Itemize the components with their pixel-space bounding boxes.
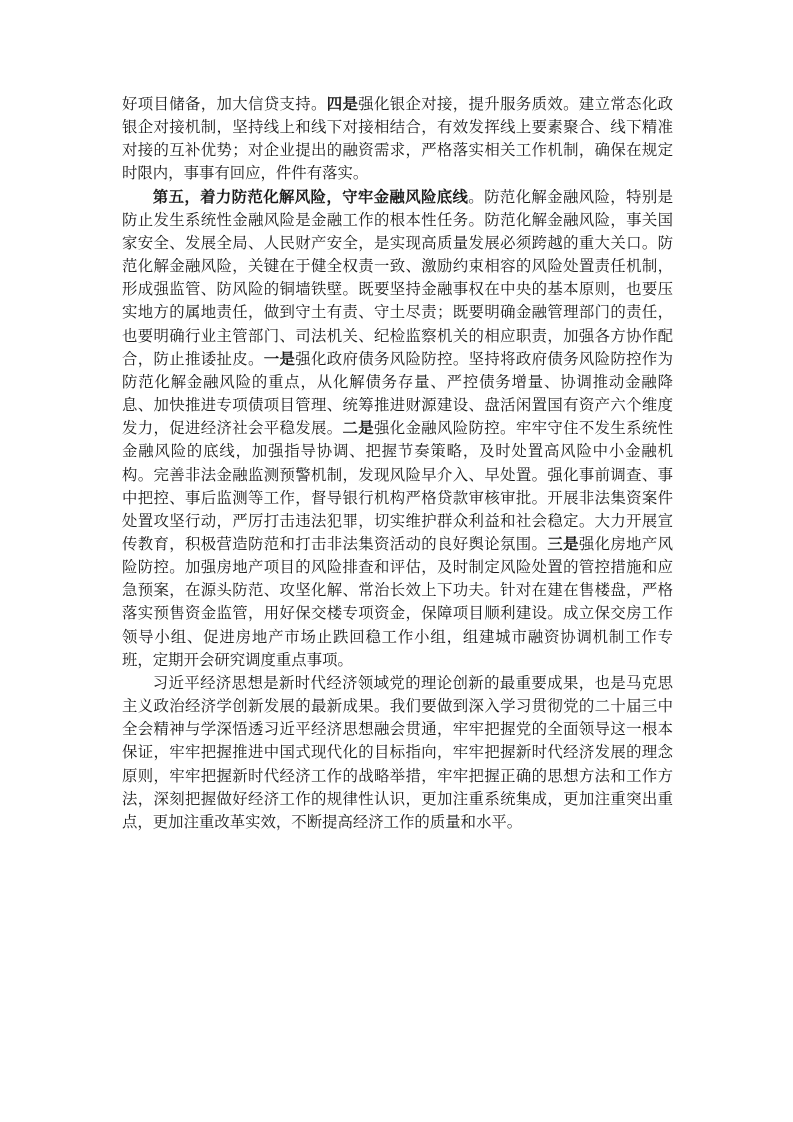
text-run: 。防范化解金融风险，特别是防止发生系统性金融风险是金融工作的根本性任务。防范化解金融风险，事关国家安全、发展全局、人民财产安全，是实现高质量发展必须跨越的重大关口。防范化解金融风险，关键在于健全权责一致、激励约束相容的风险处置责任机制，形成强监管、防风险的铜墙铁壁。既要坚持金融事权在中央的基本原则，也要压实地方的属地责任，做到守土有责、守土尽责；既要明确金融管理部门的责任，也要明确行业主管部门、司法机关、纪检监察机关的相应职责，加强各方协作配合，防止推诿扯皮。	[122, 187, 673, 368]
bold-label: 二是	[342, 419, 375, 438]
section-heading: 第五，着力防范化解风险，守牢金融风险底线	[152, 187, 469, 206]
bold-label: 四是	[326, 95, 359, 113]
paragraph-1	[122, 93, 673, 186]
paragraph-3	[122, 672, 673, 834]
text-run: 习近平经济思想是新时代经济领域党的理论创新的最重要成果，也是马克思主义政治经济学创新发展的最新成果。我们要做到深入学习贯彻党的二十届三中全会精神与学深悟透习近平经济思想融会贯通，牢牢把握党的全面领导这一根本保证，牢牢把握推进中国式现代化的目标指向，牢牢把握新时代经济发展的理念原则，牢牢把握新时代经济工作的战略举措，牢牢把握正确的思想方法和工作方法，深刻把握做好经济工作的规律性认识，更加注重系统集成，更加注重突出重点，更加注重改革实效，不断提高经济工作的质量和水平。	[122, 673, 673, 831]
text-run: 强化银企对接，提升服务质效。建立常态化政银企对接机制，坚持线上和线下对接相结合，有效发挥线上要素聚合、线下精准对接的互补优势；对企业提出的融资需求，严格落实相关工作机制，确保在规定时限内，事事有回应，件件有落实。	[122, 95, 673, 183]
bold-label: 一是	[263, 349, 296, 368]
document-body	[122, 93, 673, 834]
text-run: 强化政府债务风险防控。坚持将政府债务风险防控作为防范化解金融风险的重点，从化解债务存量、严控债务增量、协调推动金融降息、加快推进专项债项目管理、统筹推进财源建设、盘活闲置国有资产六个维度发力，促进经济社会平稳发展。	[122, 349, 673, 438]
text-run: 强化房地产风险防控。加强房地产项目的风险排查和评估，及时制定风险处置的管控措施和应急预案，在源头防范、攻坚化解、常治长效上下功夫。针对在建在售楼盘，严格落实预售资金监管，用好保交楼专项资金，保障项目顺利建设。成立保交房工作领导小组、促进房地产市场止跌回稳工作小组，组建城市融资协调机制工作专班，定期开会研究调度重点事项。	[122, 534, 673, 669]
text-run: 强化金融风险防控。牢牢守住不发生系统性金融风险的底线，加强指导协调、把握节奏策略，及时处置高风险中小金融机构。完善非法金融监测预警机制，发现风险早介入、早处置。强化事前调查、事中把控、事后监测等工作，督导银行机构严格贷款审核审批。开展非法集资案件处置攻坚行动，严厉打击违法犯罪，切实维护群众利益和社会稳定。大力开展宣传教育，积极营造防范和打击非法集资活动的良好舆论氛围。	[122, 419, 673, 553]
text-run: 好项目储备，加大信贷支持。	[122, 95, 327, 113]
paragraph-2	[122, 186, 673, 672]
bold-label: 三是	[547, 534, 579, 553]
